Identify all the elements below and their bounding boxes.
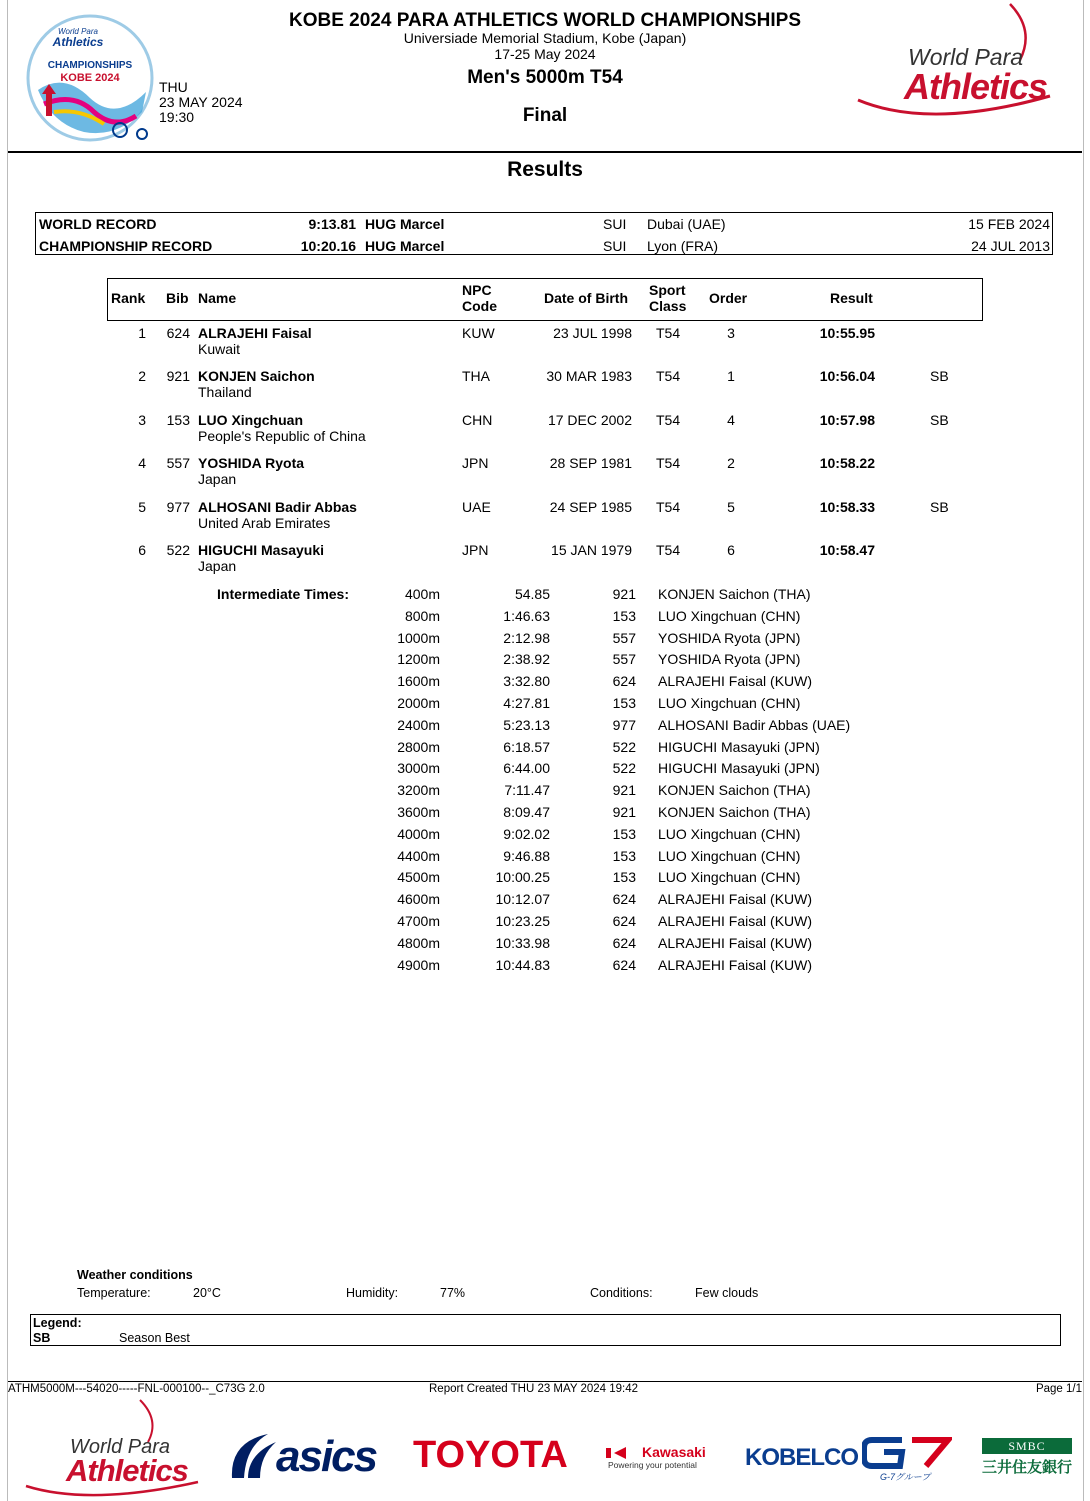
col-npc-line1: NPC	[462, 282, 492, 298]
row-dob: 28 SEP 1981	[549, 455, 632, 471]
split-time: 9:46.88	[503, 847, 550, 864]
row-npc: JPN	[462, 542, 489, 558]
col-name: Name	[198, 290, 237, 306]
split-time: 9:02.02	[503, 825, 550, 842]
split-bib: 977	[612, 716, 636, 733]
record-date-championship: 24 JUL 2013	[971, 238, 1050, 254]
g7-logo-icon	[862, 1436, 952, 1470]
col-result: Result	[830, 290, 873, 306]
split-distance: 2400m	[397, 716, 440, 733]
asics-wordmark: asics	[276, 1432, 377, 1481]
row-class: T54	[656, 542, 681, 558]
results-title: Results	[507, 158, 583, 181]
event-name: Men's 5000m T54	[467, 67, 623, 88]
row-npc: CHN	[462, 412, 493, 428]
record-label-championship: CHAMPIONSHIP RECORD	[39, 238, 213, 254]
split-bib: 153	[612, 847, 636, 864]
row-npc: KUW	[462, 325, 495, 341]
record-mark-championship: 10:20.16	[300, 238, 356, 254]
split-leader: ALRAJEHI Faisal (KUW)	[658, 956, 813, 973]
humidity-label: Humidity:	[346, 1286, 399, 1300]
split-time: 3:32.80	[503, 673, 550, 690]
col-dob: Date of Birth	[544, 290, 628, 306]
split-leader: LUO Xingchuan (CHN)	[658, 847, 801, 864]
row-athlete-name: ALHOSANI Badir Abbas	[198, 499, 357, 515]
split-distance: 3600m	[397, 804, 440, 820]
row-class: T54	[656, 412, 681, 428]
sponsor-wpa-top: World Para	[70, 1436, 171, 1458]
row-order: 5	[727, 499, 735, 515]
record-npc-world: SUI	[603, 216, 627, 232]
event-datetime	[159, 80, 243, 125]
record-holder-championship: HUG Marcel	[365, 238, 445, 254]
logo-world-para-text: World Para	[908, 44, 1024, 70]
row-rank: 3	[138, 412, 146, 428]
row-class: T54	[656, 499, 681, 515]
event-date: 23 MAY 2024	[159, 94, 243, 110]
event-phase: Final	[522, 105, 568, 126]
row-athlete-name: ALRAJEHI Faisal	[198, 325, 312, 341]
smbc-japanese: 三井住友銀行	[981, 1459, 1072, 1476]
split-time: 10:44.83	[495, 956, 550, 973]
split-time: 5:23.13	[503, 716, 550, 733]
weather-title: Weather conditions	[77, 1268, 193, 1282]
split-time: 54.85	[514, 586, 550, 602]
split-leader: LUO Xingchuan (CHN)	[658, 607, 801, 624]
split-distance: 4400m	[397, 847, 440, 864]
split-bib: 153	[612, 869, 636, 886]
row-class: T54	[656, 368, 681, 384]
row-dob: 17 DEC 2002	[547, 412, 632, 428]
row-order: 2	[727, 455, 735, 471]
split-leader: KONJEN Saichon (THA)	[658, 804, 811, 820]
split-leader: ALHOSANI Badir Abbas (UAE)	[658, 716, 851, 733]
split-leader: YOSHIDA Ryota (JPN)	[658, 629, 801, 646]
row-dob: 24 SEP 1985	[549, 499, 632, 515]
split-leader: LUO Xingchuan (CHN)	[658, 869, 801, 886]
event-day: THU	[159, 79, 188, 95]
sponsor-smbc	[980, 1438, 1074, 1482]
logo-athletics-text: Athletics	[52, 35, 104, 49]
g7-caption: G-7グループ	[880, 1472, 931, 1482]
col-class-line2: Class	[649, 298, 687, 314]
row-rank: 2	[138, 368, 146, 384]
split-distance: 1200m	[397, 651, 440, 668]
row-bib: 624	[166, 325, 190, 341]
row-country: United Arab Emirates	[198, 515, 331, 531]
record-venue-world: Dubai (UAE)	[647, 216, 726, 232]
split-bib: 921	[612, 782, 636, 799]
split-leader: YOSHIDA Ryota (JPN)	[658, 651, 801, 668]
legend-meaning: Season Best	[119, 1331, 190, 1345]
split-leader: ALRAJEHI Faisal (KUW)	[658, 673, 813, 690]
split-bib: 522	[612, 760, 636, 777]
split-time: 6:18.57	[503, 738, 550, 755]
logo-kobe-text: KOBE 2024	[60, 72, 120, 84]
row-note: SB	[930, 368, 949, 384]
split-distance: 800m	[404, 607, 440, 624]
split-bib: 921	[612, 586, 636, 602]
row-bib: 557	[166, 455, 190, 471]
championship-dates: 17-25 May 2024	[494, 46, 596, 62]
col-npc	[462, 282, 497, 314]
row-note: SB	[930, 412, 949, 428]
row-result: 10:58.47	[819, 542, 875, 558]
conditions-label: Conditions:	[590, 1286, 653, 1300]
split-time: 10:00.25	[495, 869, 550, 886]
row-order: 1	[727, 368, 735, 384]
row-athlete-name: LUO Xingchuan	[198, 412, 303, 428]
row-class: T54	[656, 325, 681, 341]
venue: Universiade Memorial Stadium, Kobe (Japan)	[403, 30, 687, 46]
split-distance: 3200m	[397, 782, 440, 799]
split-time: 10:23.25	[495, 913, 550, 929]
row-athlete-name: KONJEN Saichon	[198, 368, 315, 384]
split-distance: 4500m	[397, 869, 440, 886]
logo-athletics-wordmark: Athletics	[904, 66, 1048, 107]
report-created: Report Created THU 23 MAY 2024 19:42	[429, 1383, 639, 1395]
split-distance: 4900m	[397, 956, 440, 973]
sponsor-toyota: TOYOTA	[413, 1434, 568, 1476]
header-divider	[8, 151, 1082, 153]
row-bib: 921	[166, 368, 190, 384]
split-distance: 1000m	[397, 629, 440, 646]
record-date-world: 15 FEB 2024	[968, 216, 1050, 232]
split-distance: 400m	[404, 586, 440, 602]
row-result: 10:55.95	[819, 325, 875, 341]
sponsor-wpa-wordmark: Athletics	[66, 1453, 188, 1488]
split-leader: HIGUCHI Masayuki (JPN)	[658, 738, 820, 755]
row-bib: 153	[166, 412, 190, 428]
row-result: 10:58.22	[819, 455, 875, 471]
split-time: 10:33.98	[495, 934, 550, 951]
split-time: 10:12.07	[495, 891, 550, 908]
sponsor-asics	[226, 1428, 386, 1484]
col-order: Order	[709, 290, 748, 306]
split-distance: 2800m	[397, 738, 440, 755]
record-label-world: WORLD RECORD	[39, 216, 157, 232]
split-leader: ALRAJEHI Faisal (KUW)	[658, 913, 813, 929]
sponsor-kobelco: KOBELCO	[745, 1444, 858, 1471]
split-bib: 557	[612, 651, 636, 668]
row-country: People's Republic of China	[198, 428, 366, 444]
record-venue-championship: Lyon (FRA)	[647, 238, 719, 254]
row-result: 10:56.04	[819, 368, 875, 384]
row-country: Japan	[198, 558, 237, 574]
record-mark-world: 9:13.81	[308, 216, 356, 232]
split-leader: LUO Xingchuan (CHN)	[658, 825, 801, 842]
row-order: 3	[727, 325, 735, 341]
row-order: 6	[727, 542, 735, 558]
split-time: 2:38.92	[503, 651, 550, 668]
row-rank: 4	[138, 455, 146, 471]
split-bib: 624	[612, 913, 636, 929]
humidity-value: 77%	[440, 1286, 466, 1300]
conditions-value: Few clouds	[695, 1286, 759, 1300]
split-bib: 624	[612, 891, 636, 908]
row-npc: THA	[462, 368, 490, 384]
split-time: 6:44.00	[503, 760, 550, 777]
row-order: 4	[727, 412, 735, 428]
col-npc-line2: Code	[462, 298, 497, 314]
split-bib: 624	[612, 956, 636, 973]
temperature-label: Temperature:	[77, 1286, 151, 1300]
split-distance: 4700m	[397, 913, 440, 929]
page-number: Page 1/1	[1035, 1383, 1082, 1395]
row-result: 10:58.33	[819, 499, 875, 515]
split-bib: 522	[612, 738, 636, 755]
footer-divider	[8, 1381, 1082, 1382]
split-bib: 624	[612, 934, 636, 951]
col-class	[649, 282, 686, 314]
row-bib: 977	[166, 499, 190, 515]
logo-championships-text: CHAMPIONSHIPS	[47, 60, 133, 71]
split-leader: LUO Xingchuan (CHN)	[658, 695, 801, 711]
split-time: 7:11.47	[504, 782, 550, 799]
split-distance: 4800m	[397, 934, 440, 951]
logo-small-text: World Para	[57, 27, 98, 36]
row-rank: 1	[138, 325, 146, 341]
smbc-wordmark: SMBC	[1008, 1439, 1046, 1453]
event-time: 19:30	[159, 109, 195, 125]
row-dob: 23 JUL 1998	[553, 325, 632, 341]
row-athlete-name: YOSHIDA Ryota	[198, 455, 305, 471]
split-distance: 4600m	[397, 891, 440, 908]
split-bib: 153	[612, 695, 636, 711]
split-distance: 2000m	[397, 695, 440, 711]
row-bib: 522	[166, 542, 190, 558]
row-country: Kuwait	[198, 341, 241, 357]
row-rank: 5	[138, 499, 146, 515]
split-time: 4:27.81	[503, 695, 550, 711]
split-leader: KONJEN Saichon (THA)	[658, 782, 811, 799]
split-leader: KONJEN Saichon (THA)	[658, 586, 811, 602]
split-bib: 153	[612, 825, 636, 842]
row-dob: 30 MAR 1983	[546, 368, 632, 384]
split-leader: ALRAJEHI Faisal (KUW)	[658, 934, 813, 951]
split-leader: HIGUCHI Masayuki (JPN)	[658, 760, 820, 777]
sponsor-kawasaki	[606, 1444, 716, 1474]
world-para-athletics-logo	[850, 0, 1070, 125]
split-bib: 153	[612, 607, 636, 624]
row-note: SB	[930, 499, 949, 515]
split-distance: 4000m	[397, 825, 440, 842]
legend-code: SB	[33, 1331, 51, 1345]
col-bib: Bib	[166, 290, 189, 306]
split-distance: 1600m	[397, 673, 440, 690]
row-dob: 15 JAN 1979	[551, 542, 632, 558]
split-bib: 557	[612, 629, 636, 646]
row-result: 10:57.98	[819, 412, 875, 428]
col-rank: Rank	[111, 290, 146, 306]
document-code: ATHM5000M---54020-----FNL-000100--_C73G 2.0	[8, 1383, 265, 1395]
temperature-value: 20°C	[193, 1286, 221, 1300]
row-npc: UAE	[462, 499, 491, 515]
record-npc-championship: SUI	[603, 238, 627, 254]
sponsor-g7	[862, 1436, 952, 1482]
split-bib: 624	[612, 673, 636, 690]
record-holder-world: HUG Marcel	[365, 216, 445, 232]
championship-title: KOBE 2024 PARA ATHLETICS WORLD CHAMPIONSHIPS	[289, 10, 801, 31]
split-time: 2:12.98	[503, 629, 550, 646]
split-time: 1:46.63	[503, 607, 550, 624]
row-country: Japan	[198, 471, 237, 487]
kawasaki-tagline: Powering your potential	[608, 1460, 697, 1470]
split-distance: 3000m	[397, 760, 440, 777]
col-class-line1: Sport	[649, 282, 686, 298]
split-time: 8:09.47	[503, 804, 550, 820]
sponsor-world-para-athletics	[20, 1398, 210, 1498]
row-country: Thailand	[198, 384, 252, 400]
row-class: T54	[656, 455, 681, 471]
intermediate-times-list	[0, 586, 1090, 976]
intermediate-times-label: Intermediate Times:	[217, 586, 350, 602]
legend-title: Legend:	[33, 1316, 82, 1330]
split-leader: ALRAJEHI Faisal (KUW)	[658, 891, 813, 908]
kawasaki-mark-icon	[606, 1446, 632, 1460]
row-rank: 6	[138, 542, 146, 558]
row-athlete-name: HIGUCHI Masayuki	[198, 542, 325, 558]
kawasaki-wordmark: Kawasaki	[642, 1444, 706, 1460]
row-npc: JPN	[462, 455, 489, 471]
split-bib: 921	[612, 804, 636, 820]
